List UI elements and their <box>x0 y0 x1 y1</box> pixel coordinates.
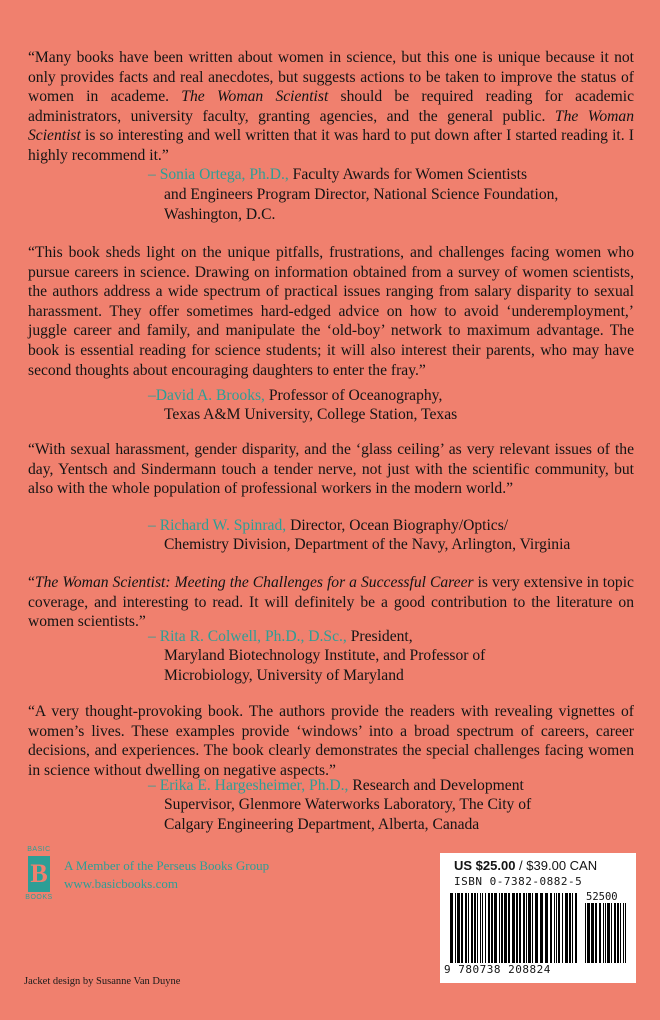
barcode-bar <box>617 903 619 963</box>
basic-books-logo: BASIC B BOOKS <box>25 846 53 901</box>
barcode-bar <box>591 903 594 963</box>
barcode-bar <box>623 903 624 963</box>
barcode-bar <box>499 893 500 963</box>
barcode-bar <box>468 893 469 963</box>
barcode-bar <box>508 893 510 963</box>
barcode-bar <box>611 903 612 963</box>
attribution-brooks: –David A. Brooks, Professor of Oceanography, <box>148 387 443 404</box>
barcode-bar <box>607 903 610 963</box>
publisher-block <box>24 846 344 906</box>
quote-spinrad: “With sexual harassment, gender disparity, and the ‘glass ceiling’ as very relevant issues of the day, Yentsch and Sindermann touch a tender nerve, not just with the scientific community, but also with the whole population of professional workers in the modern world.” <box>28 441 634 498</box>
barcode-bar <box>603 903 604 963</box>
attribution-hargesheimer-line3: Calgary Engineering Department, Alberta, Canada <box>164 816 480 833</box>
attribution-name: –David A. Brooks, <box>148 387 265 404</box>
barcode-bar <box>605 903 606 963</box>
attribution-hargesheimer: – Erika E. Hargesheimer, Ph.D., Research and Development <box>148 777 524 794</box>
barcode-bar <box>562 893 563 963</box>
barcode-bar <box>465 893 467 963</box>
barcode-bar <box>565 893 568 963</box>
barcode-bar <box>540 893 543 963</box>
barcode-bar <box>482 893 483 963</box>
ean-barcode <box>450 893 578 963</box>
isbn-number: ISBN 0-7382-0882-5 <box>454 875 583 888</box>
barcode-bar <box>501 893 503 963</box>
barcode-bar <box>488 893 490 963</box>
barcode-bar <box>455 893 456 963</box>
barcode-bar <box>572 893 573 963</box>
barcode-bar <box>558 893 560 963</box>
barcode-bar <box>569 893 571 963</box>
attribution-spinrad-line2: Chemistry Division, Department of the Navy, Arlington, Virginia <box>164 536 571 553</box>
attribution-ortega-line2: and Engineers Program Director, National Science Foundation, <box>164 186 559 203</box>
barcode-bar <box>480 893 481 963</box>
barcode-bar <box>595 903 597 963</box>
barcode-bar <box>485 893 486 963</box>
addon-number: 52500 <box>586 891 618 903</box>
publisher-url: www.basicbooks.com <box>64 876 178 891</box>
barcode-bar <box>494 893 497 963</box>
price-barcode-box <box>440 853 636 983</box>
barcode-bar <box>512 893 515 963</box>
attribution-colwell-line2: Maryland Biotechnology Institute, and Professor of <box>164 647 486 664</box>
quote-brooks: “This book sheds light on the unique pitfalls, frustrations, and challenges facing women who pursue careers in science. Drawing on information obtained from a survey of women scientists, the authors address a wide spectrum of practical issues ranging from salary disparity to sexual harassment. They offer sometimes hard-edged advice on how to avoid ‘underemployment,’ juggle career and family, and manipulate the ‘old-boy’ network to maximum advantage. The book is essential reading for science students; it will also interest their parents, who may have second thoughts about encouraging daughters to enter the fray.” <box>28 244 634 379</box>
barcode-bar <box>526 893 527 963</box>
attribution-name: – Sonia Ortega, Ph.D., <box>148 166 289 183</box>
barcode-bar <box>545 893 548 963</box>
barcode-bar <box>457 893 460 963</box>
barcode-bar <box>528 893 531 963</box>
attribution-colwell-line3: Microbiology, University of Maryland <box>164 667 404 684</box>
attribution-ortega-line3: Washington, D.C. <box>164 206 276 223</box>
attribution-hargesheimer-line2: Supervisor, Glenmore Waterworks Laboratory, The City of <box>164 796 532 813</box>
price-addon-barcode <box>585 903 629 963</box>
jacket-credit: Jacket design by Susanne Van Duyne <box>24 976 181 987</box>
barcode-bar <box>554 893 555 963</box>
price-line: US $25.00 / $39.00 CAN <box>454 858 598 873</box>
quote-ortega: “Many books have been written about women in science, but this one is unique because it not only provides facts and real anecdotes, but suggests actions to be taken to improve the status of women in academe. The Woman Scientist should be required reading for academic administrators, university faculty, granting agencies, and the general public. The Woman Scientist is so interesting and well written that it was hard to put down after I started reading it. I highly recommend it.” <box>28 49 634 164</box>
barcode-bar <box>550 893 552 963</box>
barcode-bar <box>516 893 518 963</box>
barcode-bar <box>504 893 507 963</box>
attribution-name: – Rita R. Colwell, Ph.D., D.Sc., <box>148 628 347 645</box>
attribution-brooks-line2: Texas A&M University, College Station, Texas <box>164 406 458 423</box>
attribution-name: – Erika E. Hargesheimer, Ph.D., <box>148 777 349 794</box>
barcode-bar <box>585 903 586 963</box>
quote-hargesheimer: “A very thought-provoking book. The authors provide the readers with revealing vignettes of women’s lives. These examples provide ‘windows’ into a broad spectrum of careers, career decisions, and experiences. The book clearly demonstrates the special challenges facing women in science without dwelling on negative aspects.” <box>28 703 634 779</box>
attribution-spinrad: – Richard W. Spinrad, Director, Ocean Biography/Optics/ <box>148 517 509 534</box>
barcode-bar <box>523 893 525 963</box>
barcode-bar <box>587 903 590 963</box>
barcode-bar <box>599 903 601 963</box>
barcode-bar <box>575 893 577 963</box>
barcode-bar <box>450 893 453 963</box>
barcode-bar <box>620 903 621 963</box>
barcode-bar <box>535 893 538 963</box>
barcode-bar <box>532 893 533 963</box>
barcode-bar <box>477 893 478 963</box>
barcode-bar <box>461 893 463 963</box>
barcode-bar <box>491 893 493 963</box>
ean-number: 9 780738 208824 <box>444 963 551 976</box>
attribution-colwell: – Rita R. Colwell, Ph.D., D.Sc., President, <box>148 628 413 645</box>
barcode-bar <box>474 893 476 963</box>
quote-colwell: “The Woman Scientist: Meeting the Challenges for a Successful Career is very extensive in topic coverage, and interesting to read. It will definitely be a good contribution to the literature on women scientists.” <box>28 574 634 631</box>
barcode-bar <box>471 893 473 963</box>
barcode-bar <box>556 893 557 963</box>
barcode-bar <box>519 893 521 963</box>
publisher-member-line: A Member of the Perseus Books Group <box>64 858 270 873</box>
attribution-ortega: – Sonia Ortega, Ph.D., Faculty Awards for Women Scientists <box>148 166 528 183</box>
attribution-name: – Richard W. Spinrad, <box>148 517 287 534</box>
barcode-bar <box>625 903 626 963</box>
barcode-bar <box>614 903 616 963</box>
